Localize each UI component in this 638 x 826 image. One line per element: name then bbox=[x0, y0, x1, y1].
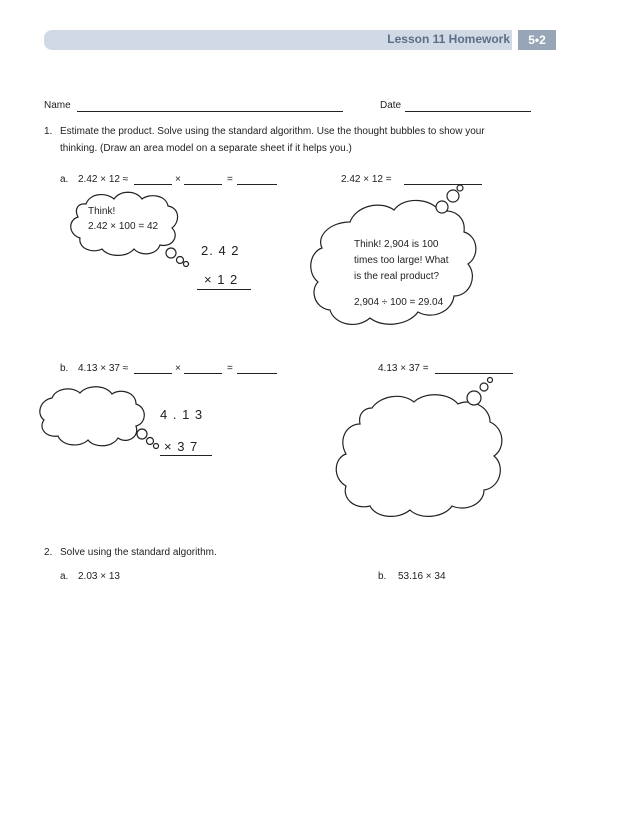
date-label: Date bbox=[380, 100, 402, 111]
q1b-exact-prefix: 4.13 × 37 = bbox=[378, 363, 429, 374]
q1-number: 1. bbox=[44, 126, 53, 137]
q1a-big-bubble-line3: is the real product? bbox=[354, 271, 440, 282]
q1b-times: × bbox=[175, 363, 181, 374]
q1a-bubble-line2: 2.42 × 100 = 42 bbox=[88, 221, 159, 232]
q1a-bottom-number: × 1 2 bbox=[204, 272, 239, 287]
q1a-big-bubble-line4: 2,904 ÷ 100 = 29.04 bbox=[354, 297, 444, 308]
q1a-big-bubble-line2: times too large! What bbox=[354, 255, 449, 266]
q1b-equals: = bbox=[227, 363, 233, 374]
q1a-times: × bbox=[175, 174, 181, 185]
q1a-top-number: 2. 4 2 bbox=[201, 243, 240, 258]
q1a-estimate-prefix: 2.42 × 12 ≈ bbox=[78, 174, 129, 185]
q1-instruction-line2: thinking. (Draw an area model on a separate sheet if it helps you.) bbox=[60, 143, 352, 154]
q1a-equals: = bbox=[227, 174, 233, 185]
name-label: Name bbox=[44, 100, 71, 111]
q2a-problem: 2.03 × 13 bbox=[78, 571, 120, 582]
q2-instruction: Solve using the standard algorithm. bbox=[60, 547, 217, 558]
q1a-label: a. bbox=[60, 174, 69, 185]
lesson-title: Lesson 11 Homework bbox=[387, 32, 510, 46]
q1b-label: b. bbox=[60, 363, 69, 374]
q1-instruction-line1: Estimate the product. Solve using the standard algorithm. Use the thought bubbles to show your bbox=[60, 126, 485, 137]
q1b-bottom-number: × 3 7 bbox=[164, 439, 199, 454]
q1b-top-number: 4 . 1 3 bbox=[160, 407, 204, 422]
q1b-estimate-prefix: 4.13 × 37 ≈ bbox=[78, 363, 129, 374]
q2-number: 2. bbox=[44, 547, 53, 558]
q2b-label: b. bbox=[378, 571, 387, 582]
q1a-bubble-line1: Think! bbox=[88, 206, 116, 217]
q2a-label: a. bbox=[60, 571, 69, 582]
module-badge: 5•2 bbox=[518, 30, 556, 50]
q1a-big-bubble-line1: Think! 2,904 is 100 bbox=[354, 239, 439, 250]
q1a-exact-prefix: 2.42 × 12 = bbox=[341, 174, 392, 185]
q2b-problem: 53.16 × 34 bbox=[398, 571, 446, 582]
